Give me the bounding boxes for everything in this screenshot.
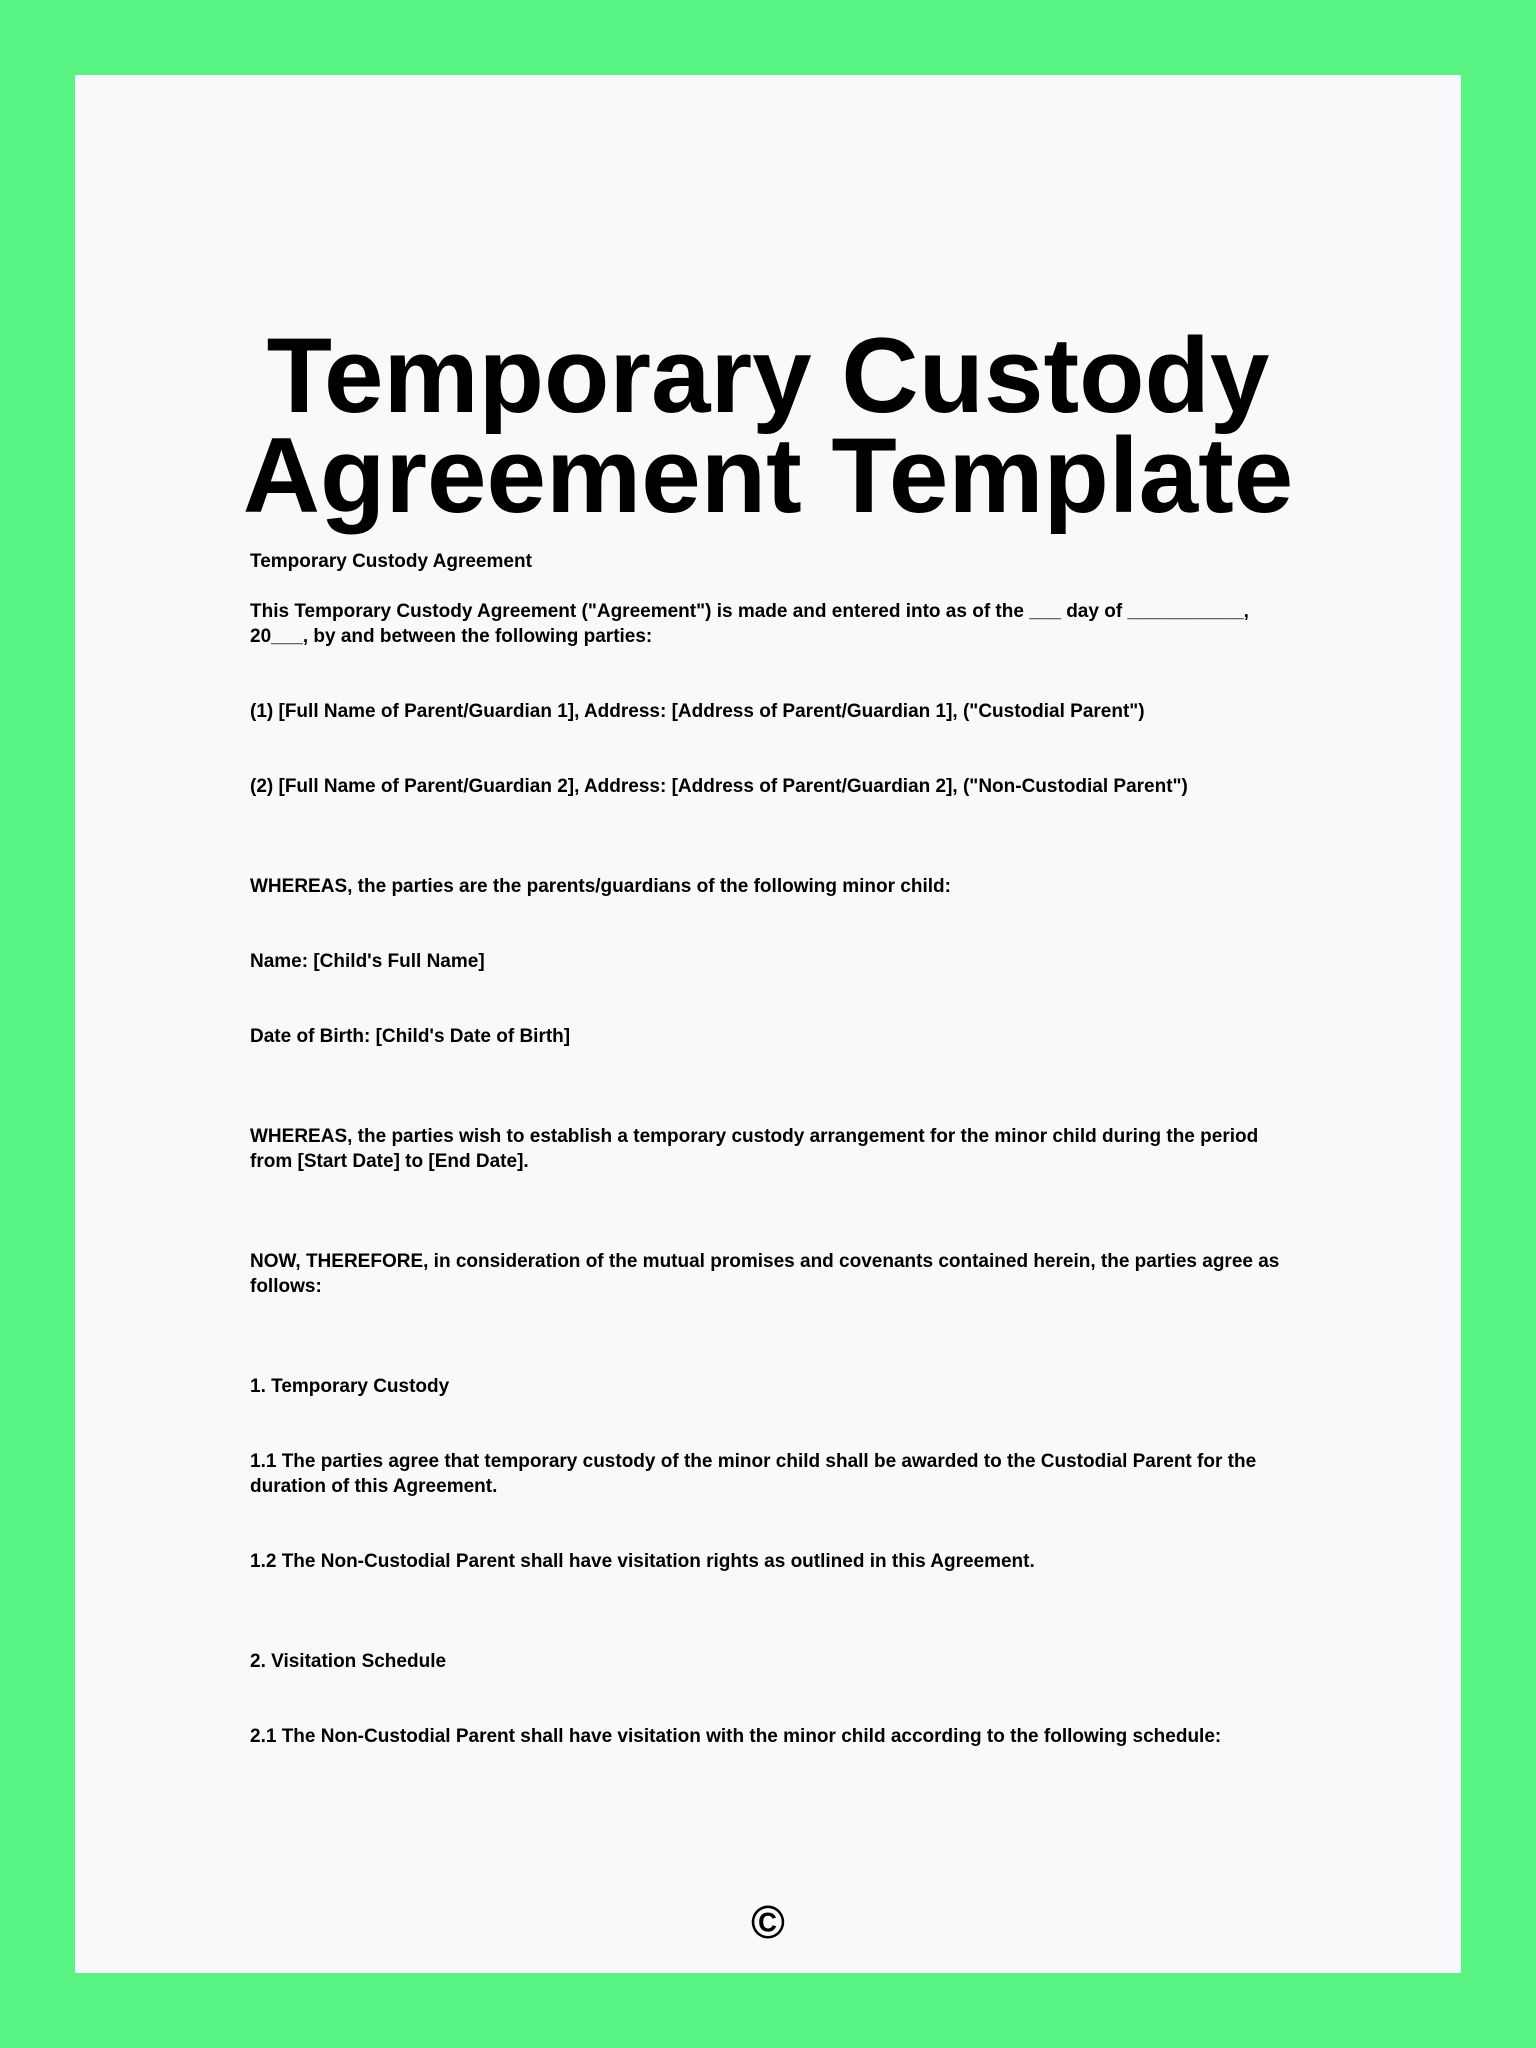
whereas-arrangement: WHEREAS, the parties wish to establish a temporary custody arrangement for the minor child during the period from [Start Date] to [End Date].: [250, 1126, 1264, 1172]
section-1-2: 1.2 The Non-Custodial Parent shall have visitation rights as outlined in this Agreement.: [250, 1551, 1035, 1572]
section-1-title: 1. Temporary Custody: [250, 1376, 450, 1397]
party-2: (2) [Full Name of Parent/Guardian 2], Address: [Address of Parent/Guardian 2], ("Non-Custodial Parent"): [250, 776, 1188, 797]
child-date-of-birth: Date of Birth: [Child's Date of Birth]: [250, 1026, 571, 1047]
title-line-1: Temporary Custody: [266, 315, 1270, 435]
child-name: Name: [Child's Full Name]: [250, 951, 485, 972]
intro-paragraph: This Temporary Custody Agreement ("Agreement") is made and entered into as of the ___ day of ___________, 20___, by and between the following parties:: [250, 601, 1255, 647]
whereas-parents: WHEREAS, the parties are the parents/guardians of the following minor child:: [250, 876, 951, 897]
section-2-1: 2.1 The Non-Custodial Parent shall have visitation with the minor child according to the following schedule:: [250, 1726, 1222, 1747]
section-1-1: 1.1 The parties agree that temporary custody of the minor child shall be awarded to the Custodial Parent for the duration of this Agreement.: [250, 1451, 1262, 1497]
copyright-icon: ©: [751, 1896, 785, 1948]
document-title: [75, 315, 1461, 535]
agreement-heading: Temporary Custody Agreement: [250, 551, 532, 572]
section-2-title: 2. Visitation Schedule: [250, 1651, 447, 1672]
party-1: (1) [Full Name of Parent/Guardian 1], Address: [Address of Parent/Guardian 1], ("Custodial Parent"): [250, 701, 1145, 722]
document-page: [75, 75, 1461, 1973]
title-line-2: Agreement Template: [242, 415, 1294, 535]
now-therefore: NOW, THEREFORE, in consideration of the mutual promises and covenants contained herein, the parties agree as follows:: [250, 1251, 1285, 1297]
